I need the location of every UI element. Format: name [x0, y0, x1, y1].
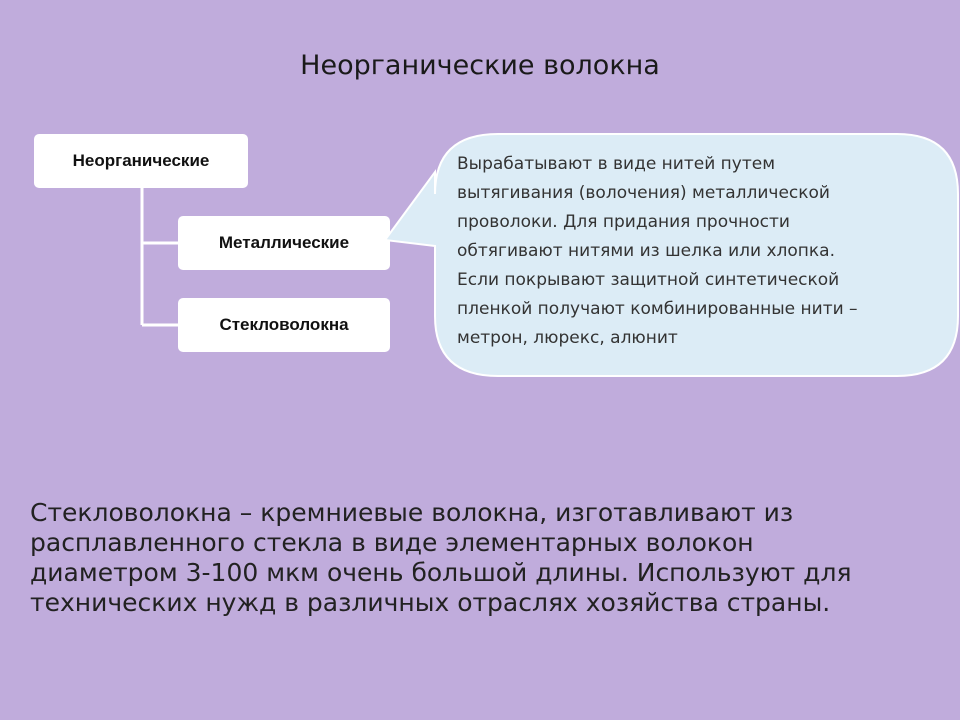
callout-line: вытягивания (волочения) металлической — [457, 183, 830, 203]
body-line: технических нужд в различных отраслях хозяйства страны. — [30, 588, 831, 617]
node-metallic: Металлические — [178, 216, 390, 270]
callout-line: пленкой получают комбинированные нити – — [457, 299, 858, 319]
body-line: расплавленного стекла в виде элементарных волокон — [30, 528, 754, 557]
callout-line: обтягивают нитями из шелка или хлопка. — [457, 241, 835, 261]
body-text — [30, 498, 930, 618]
callout-line: Вырабатывают в виде нитей путем — [457, 154, 776, 174]
body-line: диаметром 3-100 мкм очень большой длины. Используют для — [30, 558, 852, 587]
node-inorganic: Неорганические — [34, 134, 248, 188]
node-glass-fiber: Стекловолокна — [178, 298, 390, 352]
callout-line: метрон, люрекс, алюнит — [457, 328, 678, 348]
callout-text — [457, 150, 937, 353]
slide-title: Неорганические волокна — [300, 50, 660, 81]
callout-line: Если покрывают защитной синтетической — [457, 270, 840, 290]
body-line: Стекловолокна – кремниевые волокна, изготавливают из — [30, 498, 794, 527]
callout-line: проволоки. Для придания прочности — [457, 212, 790, 232]
